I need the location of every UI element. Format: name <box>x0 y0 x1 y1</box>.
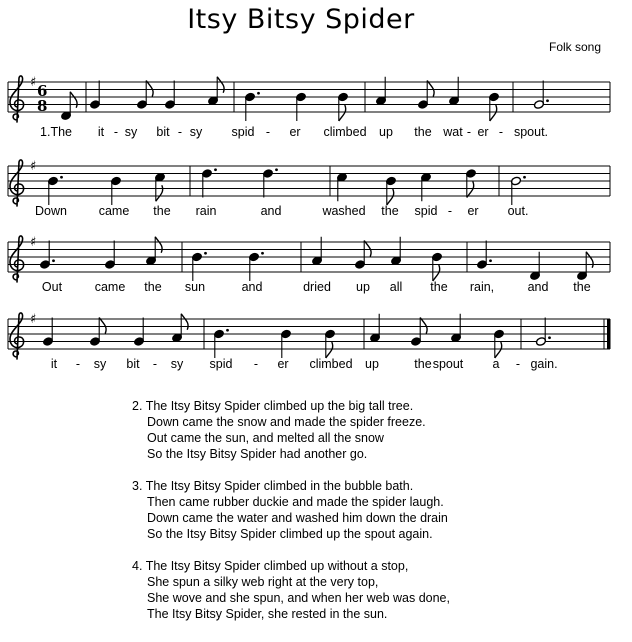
note-dotted-quarter <box>476 241 491 270</box>
lyric-syllable: up <box>356 280 370 294</box>
note-eighth <box>493 329 504 358</box>
note-eighth <box>410 318 427 347</box>
lyric-hyphen: - <box>265 125 271 139</box>
lyric-syllable: washed <box>322 204 366 218</box>
lyric-hyphen: - <box>152 357 158 371</box>
note-eighth <box>154 172 165 201</box>
lyric-syllable: spid <box>414 204 438 218</box>
lyric-syllable: the <box>144 280 162 294</box>
lyric-syllable: sun <box>184 280 206 294</box>
lyrics-line-1 <box>0 125 632 141</box>
lyric-syllable: the <box>414 357 432 371</box>
lyric-syllable: rain <box>195 204 217 218</box>
verse-line: Down came the snow and made the spider freeze. <box>147 415 426 429</box>
note-quarter <box>420 172 431 201</box>
note-dotted-quarter <box>39 241 54 270</box>
lyric-hyphen: - <box>75 357 81 371</box>
song-title: Itsy Bitsy Spider <box>187 4 415 35</box>
lyric-syllable: sy <box>124 125 138 139</box>
lyric-syllable: er <box>277 357 289 371</box>
lyric-syllable: the <box>153 204 171 218</box>
note-eighth <box>89 318 106 347</box>
verse-text: The Itsy Bitsy Spider climbed in the bubble bath. <box>145 479 414 493</box>
lyric-syllable: up <box>365 357 379 371</box>
lyric-syllable: it <box>97 125 105 139</box>
lyric-syllable: the <box>381 204 399 218</box>
key-signature-sharp <box>30 75 36 90</box>
verse-line: Out came the sun, and melted all the snow <box>147 431 384 445</box>
treble-clef-icon <box>10 236 24 282</box>
note-quarter <box>375 77 386 106</box>
note-eighth <box>465 169 476 198</box>
additional-verses <box>132 398 552 638</box>
note-quarter <box>448 77 459 106</box>
lyric-syllable: er <box>289 125 301 139</box>
verse-number: 3. <box>132 479 143 493</box>
note-quarter <box>311 237 322 266</box>
treble-clef-icon <box>10 76 24 122</box>
lyrics-line-3 <box>0 280 632 296</box>
verse-number: 4. <box>132 559 143 573</box>
lyric-syllable: spid <box>209 357 233 371</box>
lyric-syllable: Out <box>41 280 63 294</box>
note-eighth <box>431 252 442 281</box>
note-eighth <box>324 329 335 358</box>
note-dotted-quarter <box>262 168 277 197</box>
lyric-syllable: sy <box>93 357 107 371</box>
music-staff-3 <box>0 236 632 276</box>
lyric-syllable: bit <box>156 125 170 139</box>
note-eighth <box>385 176 396 205</box>
verse-line: So the Itsy Bitsy Spider climbed up the spout again. <box>147 527 433 541</box>
lyric-syllable: spout. <box>513 125 549 139</box>
music-staff-1 <box>0 76 632 116</box>
lyric-syllable: the <box>414 125 432 139</box>
lyric-syllable: and <box>260 204 282 218</box>
note-quarter <box>89 81 100 110</box>
verse-line: Down came the water and washed him down the drain <box>147 511 448 525</box>
note-quarter <box>104 241 115 270</box>
music-staff-4 <box>0 313 632 353</box>
verse-line: The Itsy Bitsy Spider, she rested in the sun. <box>147 607 388 621</box>
note-quarter <box>42 318 53 347</box>
verse-line: She wove and she spun, and when her web was done, <box>147 591 450 605</box>
verse-line: Then came rubber duckie and made the spider laugh. <box>147 495 444 509</box>
lyric-syllable: climbed <box>323 125 367 139</box>
note-dotted-half <box>535 318 550 347</box>
note-dotted-half <box>533 81 548 110</box>
lyric-syllable: the <box>573 280 591 294</box>
note-quarter <box>390 237 401 266</box>
lyric-syllable: spout <box>432 357 464 371</box>
lyric-syllable: all <box>389 280 403 294</box>
lyric-hyphen: - <box>177 125 183 139</box>
lyric-syllable: and <box>527 280 549 294</box>
verse-number: 2. <box>132 399 143 413</box>
lyric-syllable: sy <box>189 125 203 139</box>
note-eighth <box>417 81 434 110</box>
time-signature-top: 6 <box>37 82 48 100</box>
lyric-syllable: er <box>477 125 489 139</box>
note-eighth <box>60 92 77 121</box>
note-dotted-quarter <box>201 168 216 197</box>
lyric-syllable: sy <box>170 357 184 371</box>
verse-line <box>132 398 552 414</box>
lyric-hyphen: - <box>253 357 259 371</box>
lyric-syllable: 1.The <box>40 125 72 139</box>
verse-line <box>132 558 552 574</box>
lyric-hyphen: - <box>113 125 119 139</box>
note-quarter <box>336 172 347 201</box>
lyric-syllable: and <box>241 280 263 294</box>
lyrics-line-2 <box>0 204 632 220</box>
lyric-hyphen: - <box>466 125 472 139</box>
note-dotted-quarter <box>248 252 263 281</box>
lyric-syllable: came <box>94 280 126 294</box>
note-quarter <box>133 318 144 347</box>
treble-clef-icon <box>10 160 24 206</box>
note-quarter <box>529 252 540 281</box>
verse-text: The Itsy Bitsy Spider climbed up the big tall tree. <box>145 399 414 413</box>
note-eighth <box>207 77 224 106</box>
note-quarter <box>110 176 121 205</box>
note-quarter <box>164 81 175 110</box>
note-quarter <box>295 92 306 121</box>
verse-line: So the Itsy Bitsy Spider had another go. <box>147 447 368 461</box>
verse-3 <box>132 478 552 542</box>
music-staff-2 <box>0 160 632 200</box>
lyric-syllable: it <box>50 357 58 371</box>
note-quarter <box>369 314 380 343</box>
verse-4 <box>132 558 552 622</box>
lyric-syllable: a <box>492 357 500 371</box>
time-signature-bottom: 8 <box>37 97 48 115</box>
final-barline-thick <box>607 319 611 349</box>
verse-line: She spun a silky web right at the very top, <box>147 575 379 589</box>
note-dotted-quarter <box>191 252 206 281</box>
verse-line <box>132 478 552 494</box>
note-eighth <box>337 92 348 121</box>
svg-text:♯: ♯ <box>30 312 37 327</box>
lyric-syllable: wat <box>443 125 463 139</box>
note-eighth <box>488 92 499 121</box>
note-dotted-quarter <box>47 176 62 205</box>
lyric-syllable: out. <box>507 204 529 218</box>
lyric-syllable: spid <box>231 125 255 139</box>
lyric-hyphen: - <box>515 357 521 371</box>
note-eighth <box>136 81 153 110</box>
svg-text:♯: ♯ <box>30 235 37 250</box>
key-signature-sharp <box>30 312 36 327</box>
lyric-hyphen: - <box>498 125 504 139</box>
svg-text:♯: ♯ <box>30 159 37 174</box>
svg-text:♯: ♯ <box>30 75 37 90</box>
verse-2 <box>132 398 552 462</box>
note-eighth <box>145 237 162 266</box>
treble-clef-icon <box>10 313 24 359</box>
note-dotted-half <box>510 176 525 205</box>
lyric-syllable: bit <box>126 357 140 371</box>
lyrics-line-4 <box>0 357 632 373</box>
note-quarter <box>450 314 461 343</box>
key-signature-sharp <box>30 159 36 174</box>
lyric-syllable: er <box>467 204 479 218</box>
note-eighth <box>171 314 188 343</box>
lyric-syllable: the <box>430 280 448 294</box>
lyric-syllable: dried <box>303 280 331 294</box>
note-eighth <box>576 252 593 281</box>
lyric-syllable: Down <box>35 204 67 218</box>
lyric-syllable: climbed <box>309 357 353 371</box>
lyric-syllable: up <box>379 125 393 139</box>
key-signature-sharp <box>30 235 36 250</box>
lyric-syllable: came <box>98 204 130 218</box>
lyric-hyphen: - <box>447 204 453 218</box>
note-quarter <box>280 329 291 358</box>
lyric-syllable: rain, <box>469 280 495 294</box>
verse-text: The Itsy Bitsy Spider climbed up without a stop, <box>145 559 409 573</box>
lyric-syllable: gain. <box>530 357 558 371</box>
composer-credit: Folk song <box>549 40 602 54</box>
note-dotted-quarter <box>244 92 259 121</box>
note-dotted-quarter <box>213 329 228 358</box>
note-eighth <box>354 241 371 270</box>
